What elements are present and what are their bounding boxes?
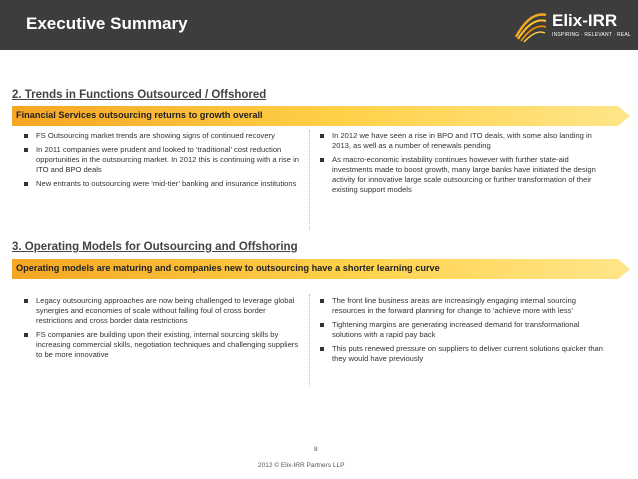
list-item: Legacy outsourcing approaches are now being challenged to leverage global synergies and economies of scale without falling foul of cross border restrictions and cross border data restrictions bbox=[22, 296, 304, 326]
logo-tagline: INSPIRING · RELEVANT · REAL bbox=[552, 32, 631, 38]
bullet-icon bbox=[320, 158, 324, 162]
copyright-text: 2012 © Elix-IRR Partners LLP bbox=[258, 462, 345, 469]
list-item: In 2011 companies were prudent and looked to ‘traditional’ cost reduction opportunities in the outsourcing market. In 2012 this is continuing with a rise in ITO and BPO deals bbox=[22, 145, 304, 175]
section-3-right-column bbox=[318, 296, 608, 368]
bullet-icon bbox=[24, 333, 28, 337]
bullet-icon bbox=[24, 299, 28, 303]
bullet-icon bbox=[320, 299, 324, 303]
bullet-icon bbox=[320, 323, 324, 327]
list-item: In 2012 we have seen a rise in BPO and ITO deals, with some also landing in 2013, as well as a number of renewals pending bbox=[318, 131, 608, 151]
section-2-banner bbox=[12, 106, 630, 126]
list-item: This puts renewed pressure on suppliers to deliver current solutions quicker than they would have previously bbox=[318, 344, 608, 364]
page-number: 8 bbox=[314, 446, 318, 453]
list-item: The front line business areas are increasingly engaging internal sourcing resources in the forward planning for change to ‘achieve more with less’ bbox=[318, 296, 608, 316]
section-3-title: 3. Operating Models for Outsourcing and Offshoring bbox=[12, 241, 298, 253]
list-item: New entrants to outsourcing were ‘mid-tier’ banking and insurance institutions bbox=[22, 179, 304, 189]
list-item: Tightening margins are generating increased demand for transformational solutions with a rapid pay back bbox=[318, 320, 608, 340]
bullet-icon bbox=[320, 134, 324, 138]
section-2-right-column bbox=[318, 131, 608, 199]
page-title: Executive Summary bbox=[26, 14, 188, 33]
list-item: FS Outsourcing market trends are showing signs of continued recovery bbox=[22, 131, 304, 141]
section-2-left-column bbox=[22, 131, 304, 193]
column-divider bbox=[309, 130, 310, 230]
bullet-icon bbox=[24, 148, 28, 152]
list-item: As macro-economic instability continues however with further state-aid investments made to boost growth, many large banks have initiated the design activity for innovative large scale outsourcing or further transformation of their existing support models bbox=[318, 155, 608, 195]
bullet-icon bbox=[24, 182, 28, 186]
column-divider bbox=[309, 294, 310, 386]
logo-swirl-icon bbox=[512, 7, 548, 43]
logo-wordmark: Elix-IRR bbox=[552, 11, 618, 30]
section-3-banner bbox=[12, 259, 630, 279]
header-bar bbox=[0, 0, 638, 50]
section-3-banner-text: Operating models are maturing and companies new to outsourcing have a shorter learning curve bbox=[16, 263, 440, 273]
company-logo bbox=[512, 5, 634, 45]
bullet-icon bbox=[24, 134, 28, 138]
section-3-left-column bbox=[22, 296, 304, 364]
bullet-icon bbox=[320, 347, 324, 351]
section-2-title: 2. Trends in Functions Outsourced / Offshored bbox=[12, 89, 267, 101]
list-item: FS companies are building upon their existing, internal sourcing skills by increasing commercial skills, negotiation techniques and challenging suppliers to be more innovative bbox=[22, 330, 304, 360]
section-2-banner-text: Financial Services outsourcing returns to growth overall bbox=[16, 110, 263, 120]
